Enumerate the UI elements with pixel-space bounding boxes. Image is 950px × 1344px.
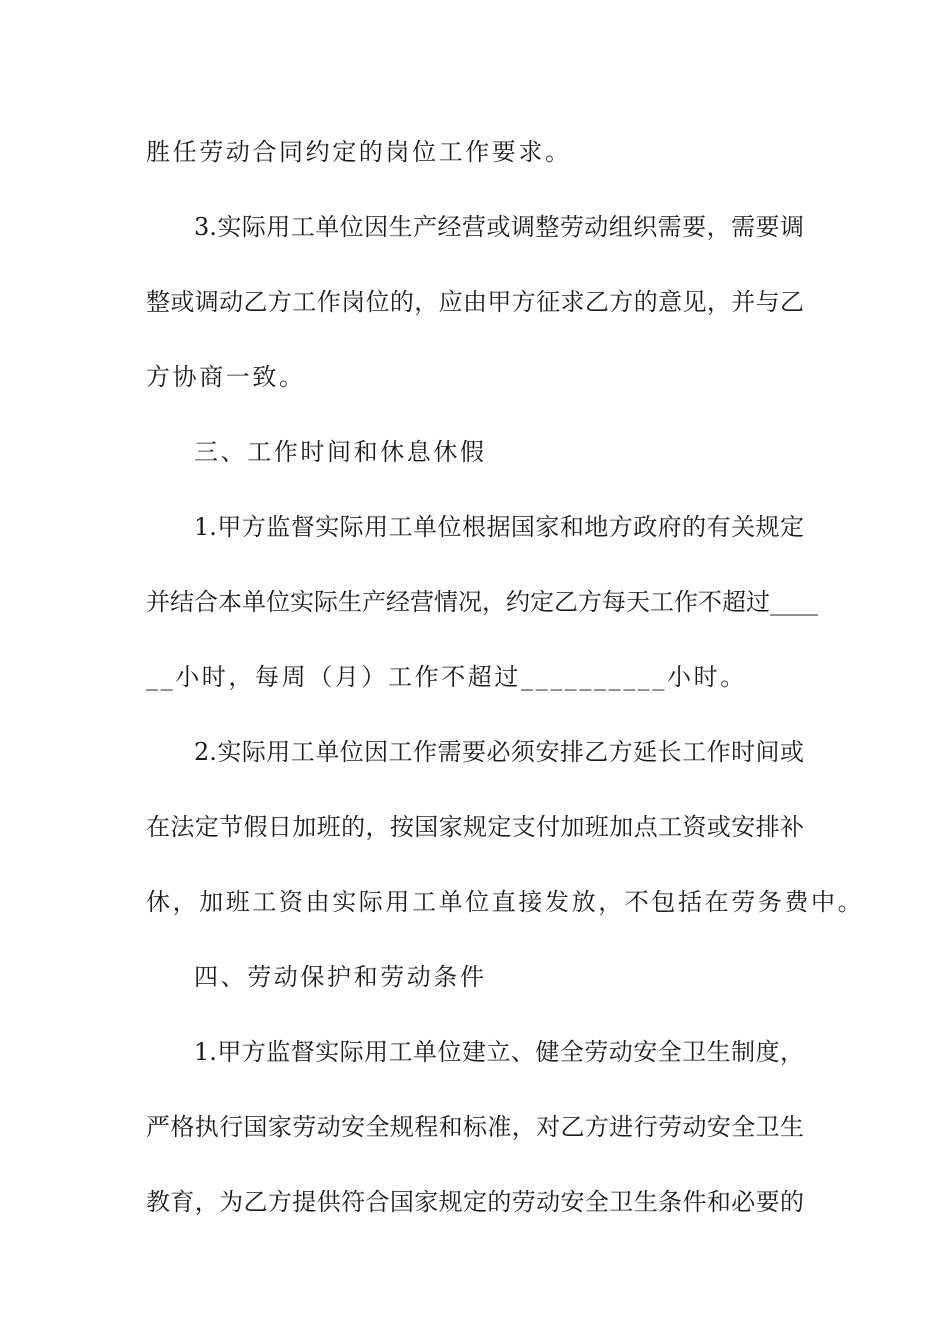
text-line: __小时，每周（月）工作不超过__________小时。 xyxy=(146,663,747,691)
text-line: 胜任劳动合同约定的岗位工作要求。 xyxy=(146,138,572,166)
text-line: 教育，为乙方提供符合国家规定的劳动安全卫生条件和必要的 xyxy=(146,1188,804,1216)
section-heading: 四、劳动保护和劳动条件 xyxy=(194,963,487,991)
text-line: 方协商一致。 xyxy=(146,363,306,391)
text-line: 3.实际用工单位因生产经营或调整劳动组织需要，需要调 xyxy=(194,213,804,241)
text-line: 整或调动乙方工作岗位的，应由甲方征求乙方的意见，并与乙 xyxy=(146,288,804,316)
text-line: 休，加班工资由实际用工单位直接发放，不包括在劳务费中。 xyxy=(146,888,865,916)
text-line: 1.甲方监督实际用工单位建立、健全劳动安全卫生制度， xyxy=(194,1038,804,1066)
text-line: 严格执行国家劳动安全规程和标准，对乙方进行劳动安全卫生 xyxy=(146,1113,804,1141)
text-line: 2.实际用工单位因工作需要必须安排乙方延长工作时间或 xyxy=(194,738,804,766)
section-heading: 三、工作时间和休息休假 xyxy=(194,438,487,466)
text-line: 在法定节假日加班的，按国家规定支付加班加点工资或安排补 xyxy=(146,813,804,841)
text-line: 1.甲方监督实际用工单位根据国家和地方政府的有关规定 xyxy=(194,513,804,541)
text-line: 并结合本单位实际生产经营情况，约定乙方每天工作不超过____ xyxy=(146,588,818,616)
